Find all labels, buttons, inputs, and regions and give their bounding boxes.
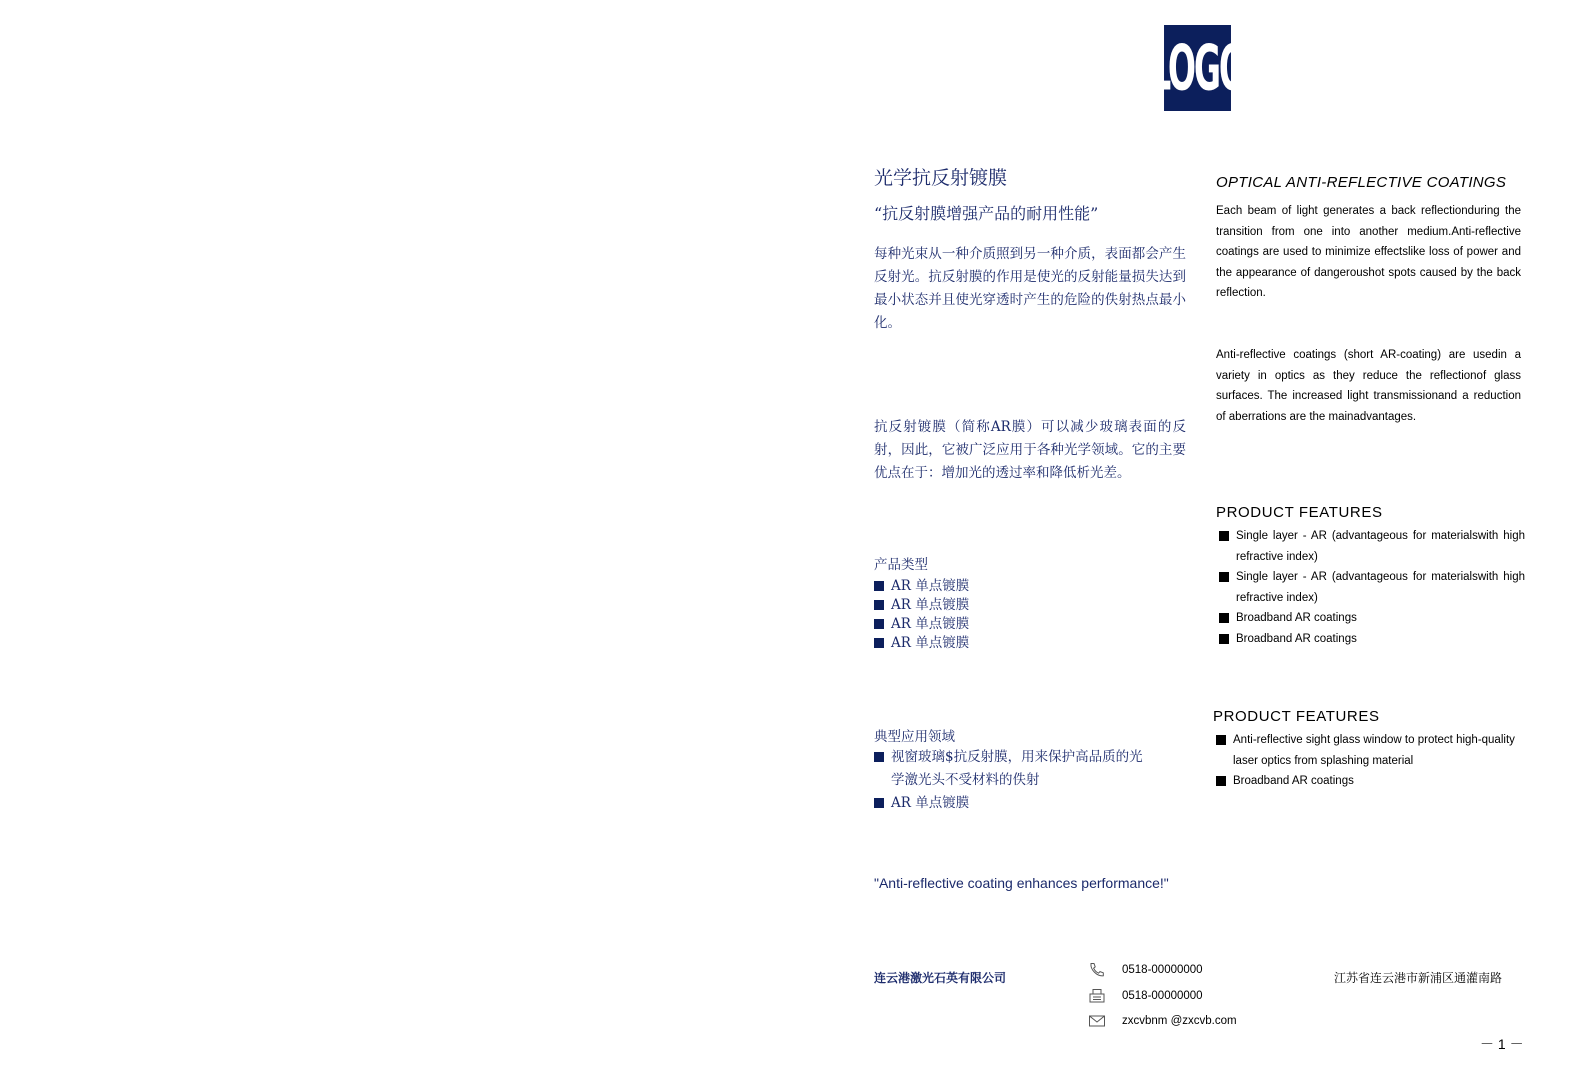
list-item: Broadband AR coatings — [1219, 629, 1525, 650]
logo-text: LOGO — [1150, 31, 1245, 105]
cn-applications-list — [874, 746, 1144, 815]
fax-number: 0518-00000000 — [1122, 990, 1203, 1002]
contact-fax — [1088, 988, 1203, 1004]
list-item: Anti-reflective sight glass window to protect high-quality laser optics from splashing material — [1216, 730, 1516, 771]
list-item: AR 单点镀膜 — [874, 792, 1144, 815]
company-name: 连云港激光石英有限公司 — [874, 971, 1007, 985]
list-item: 视窗玻璃$抗反射膜，用来保护高品质的光学激光头不受材料的佚射 — [874, 746, 1144, 792]
cn-paragraph-2: 抗反射镀膜（简称AR膜）可以减少玻璃表面的反射，因此，它被广泛应用于各种光学领域。它的主要优点在于：增加光的透过率和降低析光差。 — [874, 419, 1186, 481]
contact-phone — [1088, 962, 1203, 978]
cn-title: 光学抗反射镀膜 — [874, 167, 1008, 189]
fax-icon — [1088, 988, 1106, 1004]
email-address: zxcvbnm @zxcvb.com — [1122, 1015, 1237, 1027]
address: 江苏省连云港市新浦区通灌南路 — [1334, 971, 1503, 985]
list-item: AR 单点镀膜 — [874, 615, 969, 634]
contact-email — [1088, 1013, 1237, 1029]
phone-number: 0518-00000000 — [1122, 964, 1203, 976]
list-item: AR 单点镀膜 — [874, 577, 969, 596]
product-features-heading-2: PRODUCT FEATURES — [1213, 708, 1380, 725]
list-item: Single layer - AR (advantageous for materialswith high refractive index) — [1219, 567, 1525, 608]
en-paragraph-1: Each beam of light generates a back reflectionduring the transition from one into another medium.Anti-reflective coatings are used to minimize effectslike loss of power and the appearance of dangeroushot spots caused by the back reflection. — [1216, 205, 1521, 299]
en-paragraph-2: Anti-reflective coatings (short AR-coating) are usedin a variety in optics as they reduce the reflectionof glass surfaces. The increased light transmissionand a reduction of aberrations are the mainadvantages. — [1216, 349, 1521, 423]
product-features-list-2 — [1216, 730, 1516, 792]
cn-product-types-list — [874, 577, 969, 653]
list-item: AR 单点镀膜 — [874, 634, 969, 653]
list-item: Single layer - AR (advantageous for materialswith high refractive index) — [1219, 526, 1525, 567]
cn-product-types-heading: 产品类型 — [874, 557, 928, 573]
list-item: Broadband AR coatings — [1216, 771, 1516, 792]
product-features-list-1 — [1219, 526, 1525, 649]
list-item: AR 单点镀膜 — [874, 596, 969, 615]
logo — [1150, 25, 1245, 111]
product-features-heading-1: PRODUCT FEATURES — [1216, 504, 1383, 521]
list-item: Broadband AR coatings — [1219, 608, 1525, 629]
phone-icon — [1088, 962, 1106, 978]
cn-applications-heading: 典型应用领域 — [874, 729, 955, 745]
tagline: "Anti-reflective coating enhances performance!" — [874, 875, 1169, 891]
cn-paragraph-1: 每种光束从一种介质照到另一种介质，表面都会产生反射光。抗反射膜的作用是使光的反射能量损失达到最小状态并且使光穿透时产生的危险的佚射热点最小化。 — [874, 246, 1186, 331]
en-title: OPTICAL ANTI-REFLECTIVE COATINGS — [1216, 174, 1507, 191]
page-number: － 1 － — [1480, 1036, 1524, 1052]
cn-quote: “抗反射膜增强产品的耐用性能” — [874, 204, 1099, 223]
envelope-icon — [1088, 1013, 1106, 1029]
